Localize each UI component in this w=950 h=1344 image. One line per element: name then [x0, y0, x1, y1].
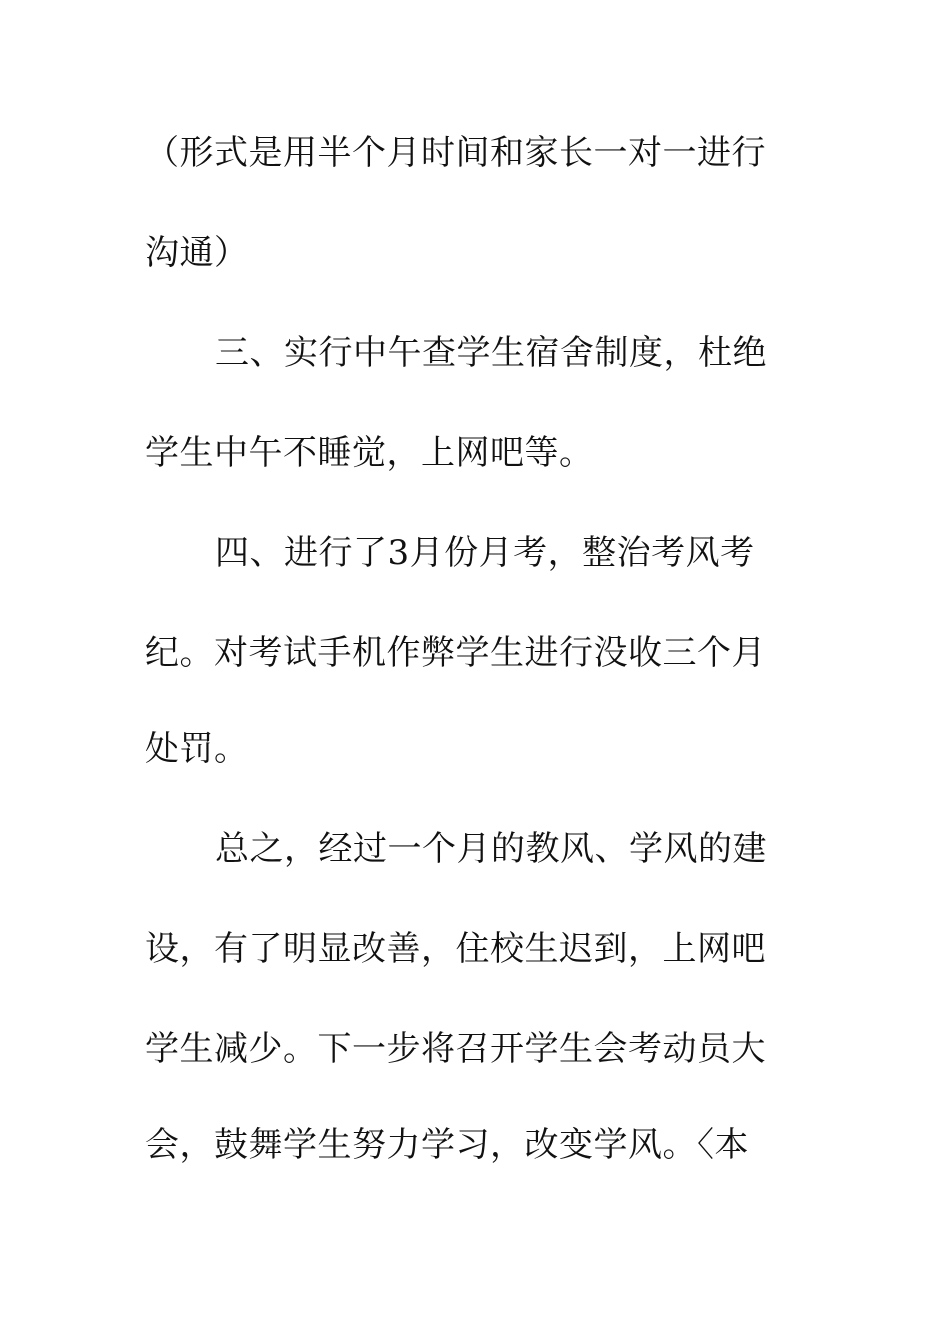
text-line-9: 设，有了明显改善，住校生迟到，上网吧 — [145, 929, 766, 969]
text-line-7: 处罚。 — [145, 729, 249, 769]
text-line-4: 学生中午不睡觉，上网吧等。 — [145, 433, 594, 473]
text-line-6: 纪。对考试手机作弊学生进行没收三个月 — [145, 633, 766, 673]
text-line-10: 学生减少。下一步将召开学生会考动员大 — [145, 1029, 766, 1069]
text-line-5: 四、进行了3月份月考，整治考风考 — [215, 533, 755, 573]
text-line-2: 沟通） — [145, 233, 249, 273]
text-line-3: 三、实行中午查学生宿舍制度，杜绝 — [215, 333, 767, 373]
text-line-11: 会，鼓舞学生努力学习，改变学风。〈本 — [145, 1125, 749, 1165]
text-line-1: （形式是用半个月时间和家长一对一进行 — [145, 133, 766, 173]
text-line-8: 总之，经过一个月的教风、学风的建 — [215, 829, 767, 869]
